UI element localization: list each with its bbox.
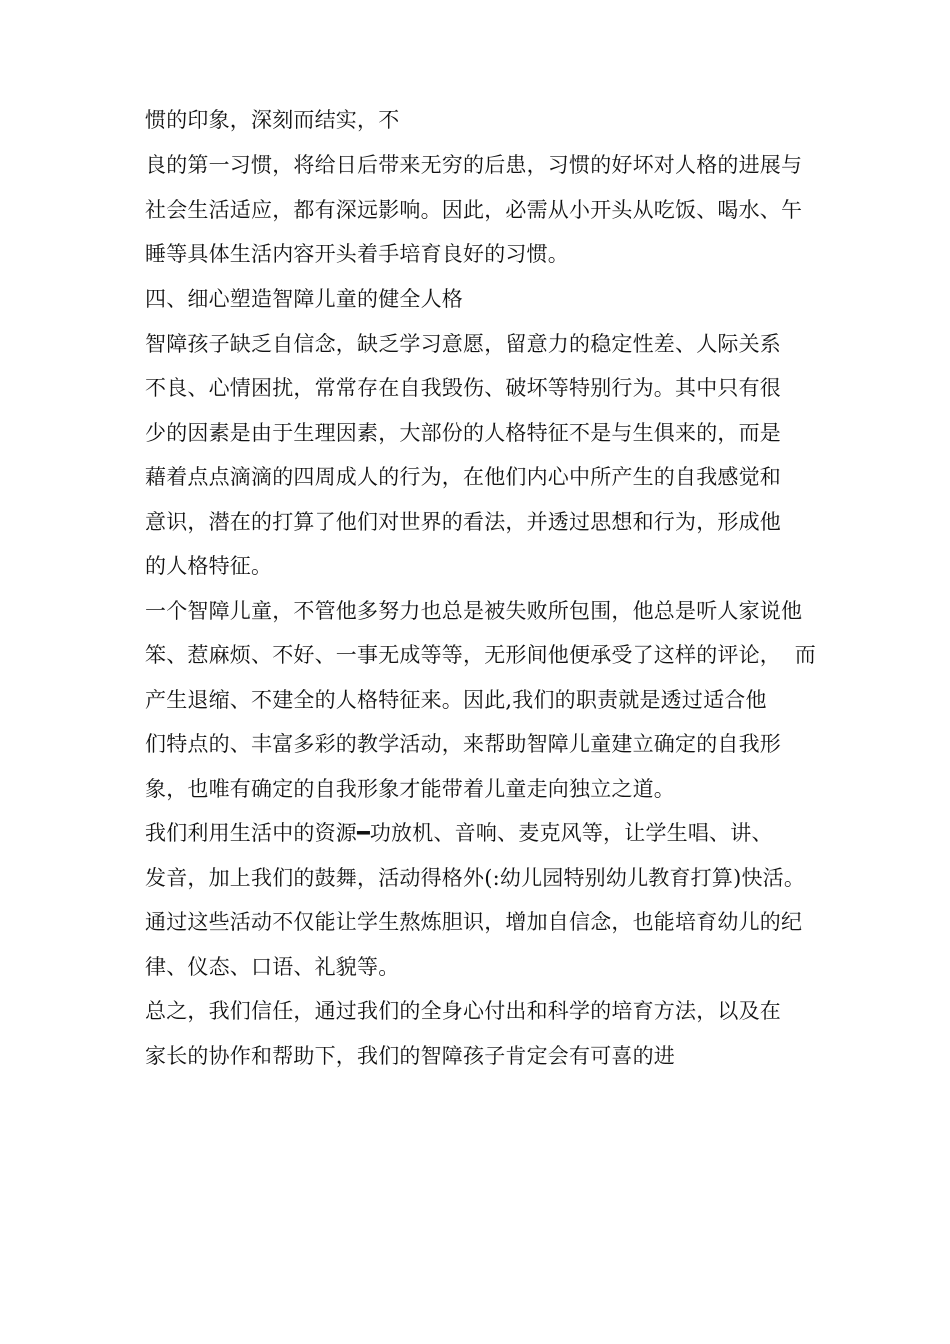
text-line: 惯的印象，深刻而结实，不	[145, 108, 400, 132]
text-line: 智障孩子缺乏自信念，缺乏学习意愿，留意力的稳定性差、人际关系	[145, 332, 781, 356]
text-line: 不良、心情困扰，常常存在自我毁伤、破坏等特别行为。其中只有很	[145, 376, 781, 400]
text-line: 睡等具体生活内容开头着手培育良好的习惯。	[145, 242, 569, 266]
text-line: 社会生活适应，都有深远影响。因此，必需从小开头从吃饭、喝水、午	[145, 198, 803, 222]
text-line: 的人格特征。	[145, 554, 273, 578]
text-line: 发音，加上我们的鼓舞，活动得格外(:幼儿园特别幼儿教育打算)快活。	[145, 866, 806, 890]
text-line: 家长的协作和帮助下，我们的智障孩子肯定会有可喜的进	[145, 1044, 675, 1068]
text-line: 意识，潜在的打算了他们对世界的看法，并透过思想和行为，形成他	[145, 510, 781, 534]
text-line: 通过这些活动不仅能让学生熬炼胆识，增加自信念，也能培育幼儿的纪	[145, 910, 803, 934]
text-line: 总之，我们信任，通过我们的全身心付出和科学的培育方法，以及在	[145, 999, 781, 1023]
text-line: 律、仪态、口语、礼貌等。	[145, 955, 400, 979]
text-line: 良的第一习惯，将给日后带来无穷的后患，习惯的好坏对人格的进展与	[145, 153, 803, 177]
text-line: 产生退缩、不建全的人格特征来。因此,我们的职责就是透过适合他	[145, 688, 767, 712]
text-line: 我们利用生活中的资源━功放机、音响、麦克风等，让学生唱、讲、	[145, 821, 773, 845]
text-line: 笨、惹麻烦、不好、一事无成等等，无形间他便承受了这样的评论， 而	[145, 643, 816, 667]
text-line: 们特点的、丰富多彩的教学活动，来帮助智障儿童建立确定的自我形	[145, 732, 781, 756]
text-line: 少的因素是由于生理因素，大部份的人格特征不是与生俱来的，而是	[145, 421, 781, 445]
section-heading: 四、细心塑造智障儿童的健全人格	[145, 287, 463, 311]
text-line: 藉着点点滴滴的四周成人的行为，在他们内心中所产生的自我感觉和	[145, 465, 781, 489]
text-line: 象，也唯有确定的自我形象才能带着儿童走向独立之道。	[145, 777, 675, 801]
text-line: 一个智障儿童，不管他多努力也总是被失败所包围，他总是听人家说他	[145, 599, 803, 623]
